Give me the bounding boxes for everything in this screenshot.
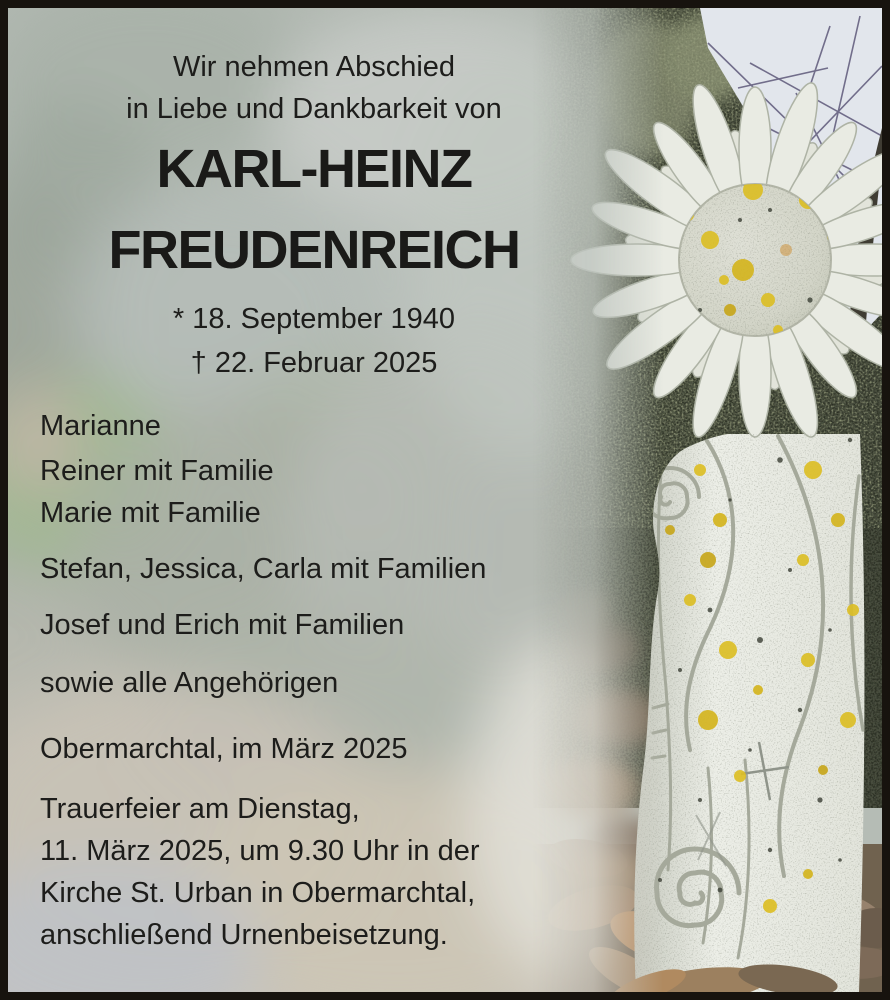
funeral-line-2: 11. März 2025, um 9.30 Uhr in der (40, 835, 480, 867)
mourner-line: Josef und Erich mit Familien (40, 609, 405, 641)
place-and-date: Obermarchtal, im März 2025 (40, 733, 408, 765)
life-dates (8, 297, 620, 385)
deceased-last-name: FREUDENREICH (108, 220, 520, 280)
death-date: † 22. Februar 2025 (190, 347, 438, 379)
deceased-name (8, 129, 620, 291)
mourner-line: Stefan, Jessica, Carla mit Familien (40, 553, 487, 585)
mourner-line: Marie mit Familie (40, 497, 261, 529)
deceased-first-name: KARL-HEINZ (156, 139, 472, 199)
funeral-line-1: Trauerfeier am Dienstag, (40, 793, 360, 825)
funeral-line-4: anschließend Urnenbeisetzung. (40, 919, 448, 951)
birth-date: * 18. September 1940 (172, 303, 456, 335)
intro-text (8, 46, 620, 130)
intro-line-1: Wir nehmen Abschied (172, 51, 456, 83)
intro-line-2: in Liebe und Dankbarkeit von (126, 93, 502, 125)
funeral-line-3: Kirche St. Urban in Obermarchtal, (40, 877, 476, 909)
mourner-line: sowie alle Angehörigen (40, 667, 339, 699)
funeral-info (40, 788, 480, 956)
mourner-line: Reiner mit Familie (40, 455, 274, 487)
mourners-list (40, 406, 486, 703)
mourner-line: Marianne (40, 410, 161, 442)
